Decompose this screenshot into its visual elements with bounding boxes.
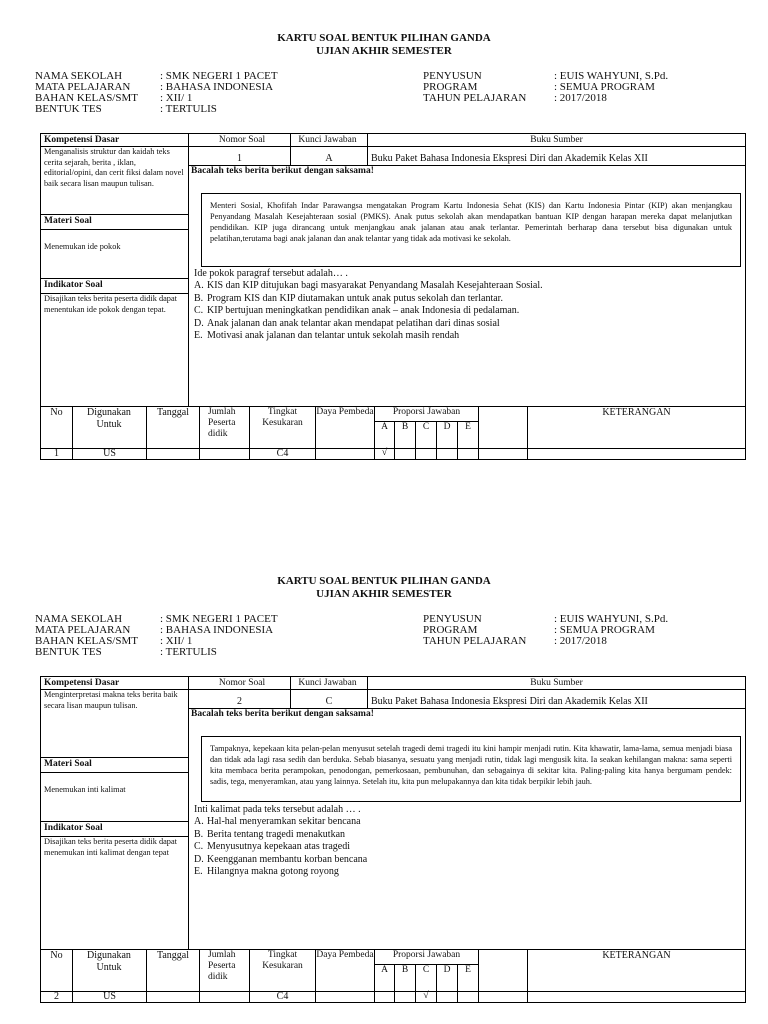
- question-text: Ide pokok paragraf tersebut adalah… .: [194, 268, 348, 279]
- buku-value: Buku Paket Bahasa Indonesia Ekspresi Diri dan Akademik Kelas XII: [371, 696, 648, 707]
- info-value: : EUIS WAHYUNI, S.Pd.: [554, 70, 669, 82]
- info-value: : EUIS WAHYUNI, S.Pd.: [554, 613, 669, 625]
- info-value: : XII/ 1: [160, 635, 193, 647]
- stats-mark: √: [423, 990, 429, 1001]
- info-label: MATA PELAJARAN: [35, 81, 131, 93]
- stats-keterangan-header: KETERANGAN: [602, 950, 671, 961]
- stats-no-header: No: [50, 407, 63, 418]
- stats-letter: D: [443, 422, 451, 432]
- stats-letter: C: [422, 965, 430, 975]
- info-label: NAMA SEKOLAH: [35, 70, 123, 82]
- option-d: D. Anak jalanan dan anak telantar akan mendapat pelatihan dari dinas sosial: [194, 317, 500, 329]
- info-label: NAMA SEKOLAH: [35, 613, 123, 625]
- info-label: PROGRAM: [423, 81, 478, 93]
- info-label: TAHUN PELAJARAN: [423, 92, 527, 104]
- stats-letter: A: [381, 965, 388, 975]
- info-value: : 2017/2018: [554, 635, 607, 647]
- info-value: : SMK NEGERI 1 PACET: [160, 70, 278, 82]
- stats-no-value: 2: [54, 991, 59, 1002]
- info-right-values: [554, 71, 668, 104]
- option-c: C. KIP bertujuan meningkatkan pendidikan anak – anak Indonesia di pedalaman.: [194, 305, 520, 316]
- materi-header: Materi Soal: [44, 216, 92, 226]
- option-a: A. KIS dan KIP ditujukan bagi masyarakat Penyandang Masalah Kesejahteraan Sosial.: [194, 280, 543, 291]
- stats-letter: E: [465, 965, 471, 975]
- option-d: D. Keengganan membantu korban bencana: [194, 853, 368, 865]
- indikator-text: Disajikan teks berita peserta didik dapat menentukan ide pokok dengan tepat.: [44, 294, 177, 314]
- option-c: C. Menyusutnya kepekaan atas tragedi: [194, 841, 351, 852]
- stats-digunakan-value: US: [103, 448, 116, 459]
- instruction: Bacalah teks berita berikut dengan saksama!: [191, 709, 374, 719]
- stats-proporsi-header: Proporsi Jawaban: [392, 950, 461, 960]
- materi-header: Materi Soal: [44, 759, 92, 769]
- stats-no-header: No: [50, 950, 63, 961]
- stats-letter: B: [401, 965, 409, 975]
- indikator-header: Indikator Soal: [44, 823, 103, 833]
- stats-daya-header: Daya Pembeda: [316, 950, 374, 960]
- stats-keterangan-header: KETERANGAN: [602, 407, 671, 418]
- kunci-value: C: [325, 696, 333, 707]
- indikator-header: Indikator Soal: [44, 280, 103, 290]
- buku-header: Buku Sumber: [530, 135, 583, 145]
- kompetensi-header: Kompetensi Dasar: [44, 678, 120, 688]
- question-grid: [40, 133, 746, 460]
- stats-letter: C: [422, 422, 430, 432]
- kompetensi-text: Menganalisis struktur dan kaidah teks cerita sejarah, berita , iklan, editorial/opini, dan cerit fiksi dalam novel baik secara lisan maupun tulisan.: [44, 147, 184, 188]
- stats-digunakan-header: Digunakan Untuk: [87, 950, 131, 973]
- info-value: : 2017/2018: [554, 92, 607, 104]
- kunci-value: A: [325, 153, 333, 164]
- nomor-value: 2: [237, 696, 242, 707]
- info-value: : XII/ 1: [160, 92, 193, 104]
- buku-header: Buku Sumber: [530, 678, 583, 688]
- stats-no-value: 1: [54, 448, 59, 459]
- info-left-values: [160, 614, 278, 658]
- kunci-header: Kunci Jawaban: [298, 678, 357, 688]
- question-grid: [40, 676, 746, 1003]
- nomor-header: Nomor Soal: [218, 678, 266, 688]
- card-subtitle: UJIAN AKHIR SEMESTER: [316, 588, 452, 600]
- kompetensi-text: Menginterpretasi makna teks berita baik secara lisan maupun tulisan.: [44, 690, 178, 710]
- info-label: PENYUSUN: [423, 70, 482, 82]
- stats-tingkat-header: Tingkat Kesukaran: [262, 950, 303, 971]
- info-value: : BAHASA INDONESIA: [160, 81, 274, 93]
- stats-daya-header: Daya Pembeda: [316, 407, 374, 417]
- info-value: : SMK NEGERI 1 PACET: [160, 613, 278, 625]
- stats-proporsi-header: Proporsi Jawaban: [392, 407, 461, 417]
- buku-value: Buku Paket Bahasa Indonesia Ekspresi Diri dan Akademik Kelas XII: [371, 153, 648, 164]
- info-label: MATA PELAJARAN: [35, 624, 131, 636]
- info-left: [35, 71, 138, 115]
- info-right: [423, 614, 526, 647]
- stats-jumlah-header: Jumlah Peserta didik: [208, 407, 236, 439]
- news-passage: Tampaknya, kepekaan kita pelan-pelan menyusut setelah tragedi demi tragedi itu kini hampir menjadi rutin. Kita khawatir, lama-lama, semua menjadi biasa dan tidak ada lagi rasa sedih dan berduka. Sebab biasanya, sesuatu yang menjadi rutin, tidak lagi mengusik kita. Ia seakan kehilangan makna: sama seperti kita membaca berita perampokan, penodongan, pemerkosaan, pembunuhan, dan sebagainya di sekitar kita. Paling-paling kita hanya bergumam pendek: sadis, tega, menyeramkan, atau yang lainnya. Setelah itu, kita pun melupakannya dan kita tidak berpikir lebih jauh.: [201, 736, 741, 802]
- info-left-values: [160, 71, 278, 115]
- stats-letter: D: [443, 965, 451, 975]
- info-label: BAHAN KELAS/SMT: [35, 92, 138, 104]
- info-left: [35, 614, 138, 658]
- answer-options: [194, 280, 543, 343]
- info-label: TAHUN PELAJARAN: [423, 635, 527, 647]
- stats-tanggal-header: Tanggal: [156, 407, 190, 418]
- news-passage: Menteri Sosial, Khofifah Indar Parawangsa mengatakan Program Kartu Indonesia Sehat (KIS) dan Kartu Indonesia Pintar (KIP) akan menjangkau Penyandang Masalah Kesejahteraan sosial (PMKS). Anak putus sekolah akan mendapatkan bantuan KIP dengan harapan mereka dapat melanjutkan pendidikan. KIP juga dirancang untuk menjangkau anak jalanan atau anak terlantar. Pemerintah berharap dana tersebut bisa digunakan untuk pelatihan,terutama bagi anak jalanan dan anak telantar yang tidak ada motivasi ke sekolah.: [201, 193, 741, 267]
- nomor-header: Nomor Soal: [218, 135, 266, 145]
- info-value: : TERTULIS: [160, 103, 217, 115]
- option-e: E. Hilangnya makna gotong royong: [194, 866, 339, 877]
- option-a: A. Hal-hal menyeramkan sekitar bencana: [194, 816, 361, 827]
- stats-mark: √: [381, 447, 388, 458]
- stats-tanggal-header: Tanggal: [156, 950, 190, 961]
- info-label: PROGRAM: [423, 624, 478, 636]
- kunci-header: Kunci Jawaban: [298, 135, 357, 145]
- nomor-value: 1: [237, 153, 242, 164]
- answer-options: [194, 816, 367, 879]
- indikator-text: Disajikan teks berita peserta didik dapat menemukan inti kalimat dengan tepat: [44, 837, 177, 857]
- info-label: BAHAN KELAS/SMT: [35, 635, 138, 647]
- option-e: E. Motivasi anak jalanan dan telantar untuk sekolah masih rendah: [194, 330, 460, 341]
- info-label: BENTUK TES: [35, 646, 102, 658]
- card-subtitle: UJIAN AKHIR SEMESTER: [316, 45, 452, 57]
- info-label: BENTUK TES: [35, 103, 102, 115]
- card-title: KARTU SOAL BENTUK PILIHAN GANDA: [277, 32, 491, 44]
- stats-letter: B: [401, 422, 409, 432]
- card-title: KARTU SOAL BENTUK PILIHAN GANDA: [277, 575, 491, 587]
- materi-text: Menemukan inti kalimat: [44, 785, 126, 794]
- stats-digunakan-value: US: [103, 991, 116, 1002]
- stats-letter: E: [465, 422, 471, 432]
- stats-tingkat-value: C4: [276, 448, 289, 459]
- info-right: [423, 71, 526, 104]
- question-text: Inti kalimat pada teks tersebut adalah … .: [194, 804, 361, 815]
- kompetensi-header: Kompetensi Dasar: [44, 135, 120, 145]
- info-label: PENYUSUN: [423, 613, 482, 625]
- stats-jumlah-header: Jumlah Peserta didik: [208, 950, 236, 982]
- materi-text: Menemukan ide pokok: [44, 242, 121, 251]
- stats-tingkat-header: Tingkat Kesukaran: [262, 407, 303, 428]
- stats-letter: A: [381, 422, 388, 432]
- stats-tingkat-value: C4: [276, 991, 289, 1002]
- info-value: : TERTULIS: [160, 646, 217, 658]
- option-b: B. Program KIS dan KIP diutamakan untuk anak putus sekolah dan terlantar.: [194, 292, 503, 304]
- stats-digunakan-header: Digunakan Untuk: [87, 407, 131, 430]
- info-value: : BAHASA INDONESIA: [160, 624, 274, 636]
- option-b: B. Berita tentang tragedi menakutkan: [194, 828, 346, 840]
- info-right-values: [554, 614, 668, 647]
- instruction: Bacalah teks berita berikut dengan saksama!: [191, 166, 374, 176]
- info-value: : SEMUA PROGRAM: [554, 624, 655, 636]
- info-value: : SEMUA PROGRAM: [554, 81, 655, 93]
